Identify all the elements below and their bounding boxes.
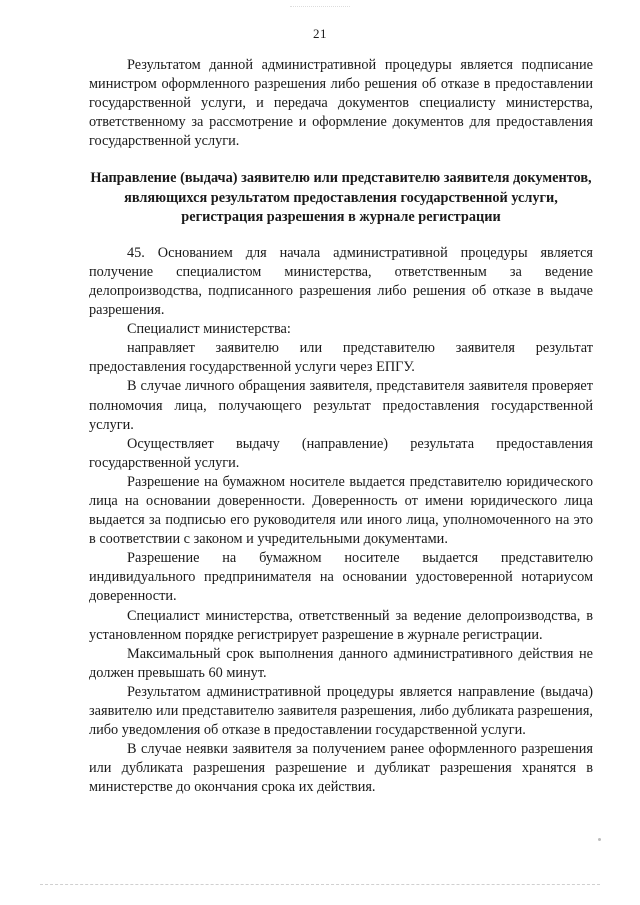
scan-artifact-top [290, 6, 350, 11]
paragraph-sends-epgu: направляет заявителю или представителю заявителя результат предоставления государственной услуги через ЕПГУ. [89, 340, 593, 376]
paragraph-no-show: В случае неявки заявителя за получением ранее оформленного разрешения или дубликата разрешения разрешение и дубликат разрешения хранятся в министерстве до окончания срока их действия. [89, 741, 593, 796]
page-number: 21 [313, 26, 327, 41]
paragraph-procedure-result: Результатом административной процедуры является направление (выдача) заявителю или представителю заявителя разрешения, либо дубликата разрешения, либо уведомления об отказе в предоставлении государственной услуги. [89, 683, 593, 739]
scan-artifact-mark [598, 838, 601, 841]
scan-artifact-bottom [40, 884, 600, 888]
section-heading: Направление (выдача) заявителю или представителю заявителя документов, являющихся результатом предоставления государственной услуги, регистрация разрешения в журнале регистрации [90, 170, 592, 225]
paragraph-result-signing: Результатом данной административной процедуры является подписание министром оформленного разрешения либо решения об отказе в предоставлении государственной услуги, и передача документов специалисту министерства, ответственному за рассмотрение и оформление документов для предоставления государственной услуги. [89, 57, 593, 150]
paragraph-legal-entity: Разрешение на бумажном носителе выдается представителю юридического лица на основании доверенности. Доверенность от имени юридического лица выдается за подписью его руководителя или иного лица, уполномоченного на это в соответствии с законом и учредительными документами. [89, 473, 593, 548]
document-body [89, 56, 593, 797]
paragraph-personal-appeal: В случае личного обращения заявителя, представителя заявителя проверяет полномочия лица, получающего результат предоставления государственной услуги. [89, 378, 593, 433]
paragraph-45: 45. Основанием для начала административной процедуры является получение специалистом министерства, ответственным за ведение делопроизводства, подписанного разрешения либо решения об отказе в выдаче разрешения. [89, 244, 593, 319]
paragraph-issues-result: Осуществляет выдачу (направление) результата предоставления государственной услуги. [89, 435, 593, 471]
paragraph-max-time: Максимальный срок выполнения данного административного действия не должен превышать 60 минут. [89, 645, 593, 681]
paragraph-registration: Специалист министерства, ответственный за ведение делопроизводства, в установленном порядке регистрирует разрешение в журнале регистрации. [89, 607, 593, 643]
paragraph-individual-entrepreneur: Разрешение на бумажном носителе выдается представителю индивидуального предпринимателя на основании удостоверенной нотариусом доверенности. [89, 550, 593, 605]
paragraph-specialist: Специалист министерства: [127, 321, 291, 338]
